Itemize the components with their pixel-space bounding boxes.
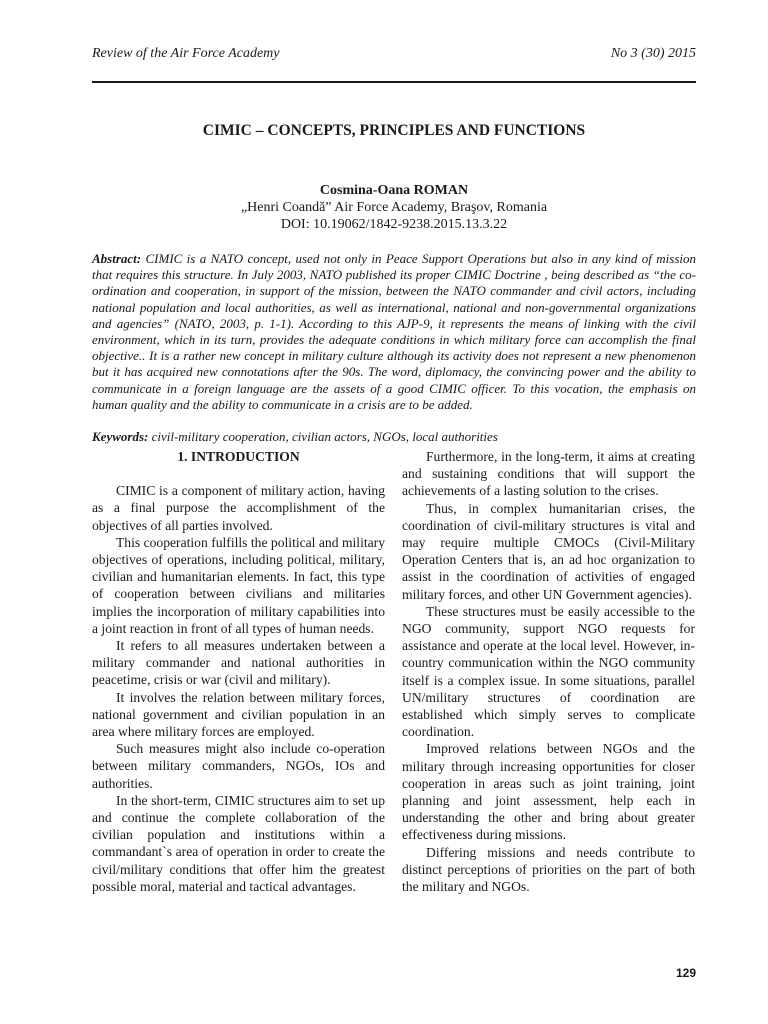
header-rule <box>92 81 696 83</box>
abstract-text: CIMIC is a NATO concept, used not only in Peace Support Operations but also in any kind of mission that requires this structure. In July 2003, NATO published its proper CIMIC Doctrine , being described as “the co-ordination and cooperation, in support of the mission, between the NATO commander and civil actors, including national population and local authorities, as well as international, national and non-governmental organizations and agencies” (NATO, 2003, p. 1-1). According to this AJP-9, it represents the means of linking with the civil environment, which in its turn, provides the adequate conditions in which military force can accomplish the final objective.. It is a rather new concept in military culture although its activity does not represent a new phenomenon but it has acquired new connotations after the 90s. The word, diplomacy, the convincing power and the ability to communicate in a foreign language are the assets of a good CIMIC officer. To this vocation, the emphasis on human quality and the ability to communicate in a crisis are to be added. <box>92 251 696 412</box>
author-name: Cosmina-Oana ROMAN <box>319 183 469 198</box>
body-paragraph: Furthermore, in the long-term, it aims at creating and sustaining conditions that will support the achievements of a lasting solution to the crises. <box>402 449 695 499</box>
author-block <box>92 182 696 233</box>
body-paragraph: CIMIC is a component of military action, having as a final purpose the accomplishment of the objectives of all parties involved. <box>92 483 385 533</box>
abstract <box>92 251 696 413</box>
journal-name: Review of the Air Force Academy <box>92 46 280 61</box>
body-paragraph: Thus, in complex humanitarian crises, the coordination of civil-military structures is vital and may require multiple CMOCs (Civil-Military Operation Centers that is, an ad hoc organization to assist in the coordination of activities of engaged military forces, and other UN Government agencies). <box>402 500 695 602</box>
running-header <box>92 46 696 62</box>
right-column <box>402 448 695 895</box>
body-paragraph: Differing missions and needs contribute to distinct perceptions of priorities on the part of both the military and NGOs. <box>402 844 695 895</box>
keywords-label: Keywords: <box>92 429 149 444</box>
section-heading: 1. INTRODUCTION <box>177 449 300 464</box>
body-paragraph: It involves the relation between military forces, national government and civilian population in an area where military forces are employed. <box>92 689 385 740</box>
doi: DOI: 10.19062/1842-9238.2015.13.3.22 <box>280 217 508 232</box>
keywords <box>92 429 696 445</box>
body-paragraph: It refers to all measures undertaken between a military commander and national authorities in peacetime, crisis or war (civil and military). <box>92 638 385 688</box>
body-paragraph: Improved relations between NGOs and the military through increasing opportunities for closer cooperation in areas such as joint training, joint planning and joint assessment, help each in understanding the other and bring about greater effectiveness during missions. <box>402 741 695 843</box>
body-paragraph: In the short-term, CIMIC structures aim to set up and continue the complete collaboration of the civilian population and institutions within a commandant`s area of operation in order to create the civil/military conditions that offer him the greatest possible moral, material and tactical advantages. <box>92 792 385 894</box>
issue-number: No 3 (30) 2015 <box>610 46 696 61</box>
keywords-text: civil-military cooperation, civilian actors, NGOs, local authorities <box>148 429 498 444</box>
abstract-label: Abstract: <box>92 251 142 266</box>
author-affiliation: „Henri Coandă” Air Force Academy, Braşov, Romania <box>240 200 548 215</box>
body-paragraph: This cooperation fulfills the political and military objectives of operations, including political, military, civilian and humanitarian elements. In fact, this type of cooperation between civilians and militaries implies the incorporation of military capabilities into a joint reaction in front of all types of human needs. <box>92 534 385 636</box>
body-paragraph: These structures must be easily accessible to the NGO community, support NGO requests for assistance and operate at the local level. However, in-country communication within the NGO community itself is a complex issue. In some situations, parallel UN/military structures of coordination are established which simply serves to complicate coordination. <box>402 603 695 740</box>
page-number: 129 <box>675 966 696 980</box>
left-column <box>92 448 385 895</box>
paper-title: CIMIC – CONCEPTS, PRINCIPLES AND FUNCTIONS <box>202 122 586 139</box>
body-paragraph: Such measures might also include co-operation between military commanders, NGOs, IOs and authorities. <box>92 741 385 791</box>
